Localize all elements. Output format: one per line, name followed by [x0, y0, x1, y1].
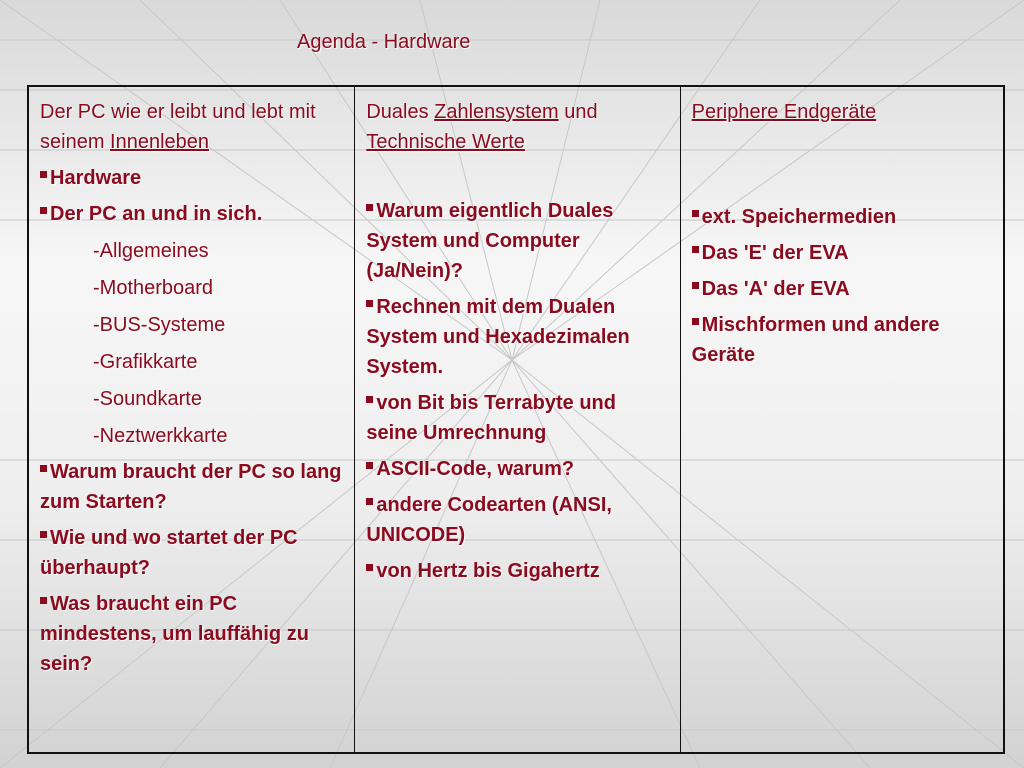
list-item [366, 490, 669, 550]
header-text: Der PC wie er leibt und lebt mit seinem [40, 101, 316, 153]
square-bullet-icon [40, 597, 47, 604]
list-item-text: andere Codearten (ANSI, UNICODE) [366, 494, 612, 546]
list-item-text: Wie und wo startet der PC überhaupt? [40, 527, 298, 579]
list-item-text: von Bit bis Terrabyte und seine Umrechnung [366, 392, 616, 444]
square-bullet-icon [366, 204, 373, 211]
list-item-text: Was braucht ein PC mindestens, um lauffähig zu sein? [40, 593, 309, 675]
list-item-text: ASCII-Code, warum? [376, 458, 575, 480]
zahlensystem-link[interactable]: Zahlensystem [434, 101, 559, 123]
list-item-text: ext. Speichermedien [701, 206, 897, 228]
list-item-text: Warum eigentlich Duales System und Computer (Ja/Nein)? [366, 200, 614, 282]
sub-item: -Motherboard [93, 277, 214, 299]
column-peripherals [680, 87, 1003, 752]
column-header [40, 97, 344, 157]
sub-item: -Allgemeines [93, 240, 209, 262]
list-item [40, 199, 344, 229]
list-item [40, 589, 344, 679]
list-item [692, 310, 993, 370]
square-bullet-icon [366, 396, 373, 403]
list-item-text: Das 'A' der EVA [701, 278, 850, 300]
square-bullet-icon [40, 171, 47, 178]
list-item [40, 457, 344, 517]
square-bullet-icon [366, 300, 373, 307]
list-item-text: von Hertz bis Gigahertz [376, 560, 600, 582]
list-item [40, 523, 344, 583]
list-item-text: Warum braucht der PC so lang zum Starten? [40, 461, 342, 513]
sub-item: -Neztwerkkarte [93, 425, 228, 447]
list-item [692, 274, 993, 304]
header-text: Duales [366, 101, 435, 123]
list-item [366, 292, 669, 382]
list-item [366, 556, 669, 586]
square-bullet-icon [692, 246, 699, 253]
square-bullet-icon [692, 318, 699, 325]
periphere-endgeraete-link[interactable]: Periphere Endgeräte [691, 101, 877, 123]
list-item [366, 454, 669, 484]
sub-item: -Soundkarte [93, 388, 202, 410]
square-bullet-icon [692, 210, 699, 217]
innenleben-link[interactable]: Innenleben [110, 131, 210, 153]
list-item-text: Mischformen und andere Geräte [691, 314, 940, 366]
sub-item: -Grafikkarte [93, 351, 198, 373]
list-item-text: Der PC an und in sich. [50, 203, 263, 225]
slide-title: Agenda - Hardware [297, 31, 471, 53]
square-bullet-icon [692, 282, 699, 289]
agenda-table [27, 85, 1005, 754]
list-item-text: Rechnen mit dem Dualen System und Hexadezimalen System. [366, 296, 630, 378]
list-item-text: Das 'E' der EVA [701, 242, 849, 264]
spacer [692, 127, 993, 196]
square-bullet-icon [40, 465, 47, 472]
column-header [366, 97, 669, 157]
list-item [366, 388, 669, 448]
square-bullet-icon [40, 531, 47, 538]
column-dual-system [354, 87, 679, 752]
square-bullet-icon [40, 207, 47, 214]
list-item [366, 196, 669, 286]
column-header [692, 97, 993, 127]
list-item [40, 163, 344, 193]
square-bullet-icon [366, 462, 373, 469]
list-item [692, 202, 993, 232]
column-hardware [29, 87, 354, 752]
sub-item: -BUS-Systeme [93, 314, 226, 336]
square-bullet-icon [366, 498, 373, 505]
technische-werte-link[interactable]: Technische Werte [366, 131, 525, 153]
header-text: und [558, 101, 598, 123]
square-bullet-icon [366, 564, 373, 571]
list-item-text: Hardware [50, 167, 142, 189]
spacer [366, 157, 669, 190]
list-item [692, 238, 993, 268]
